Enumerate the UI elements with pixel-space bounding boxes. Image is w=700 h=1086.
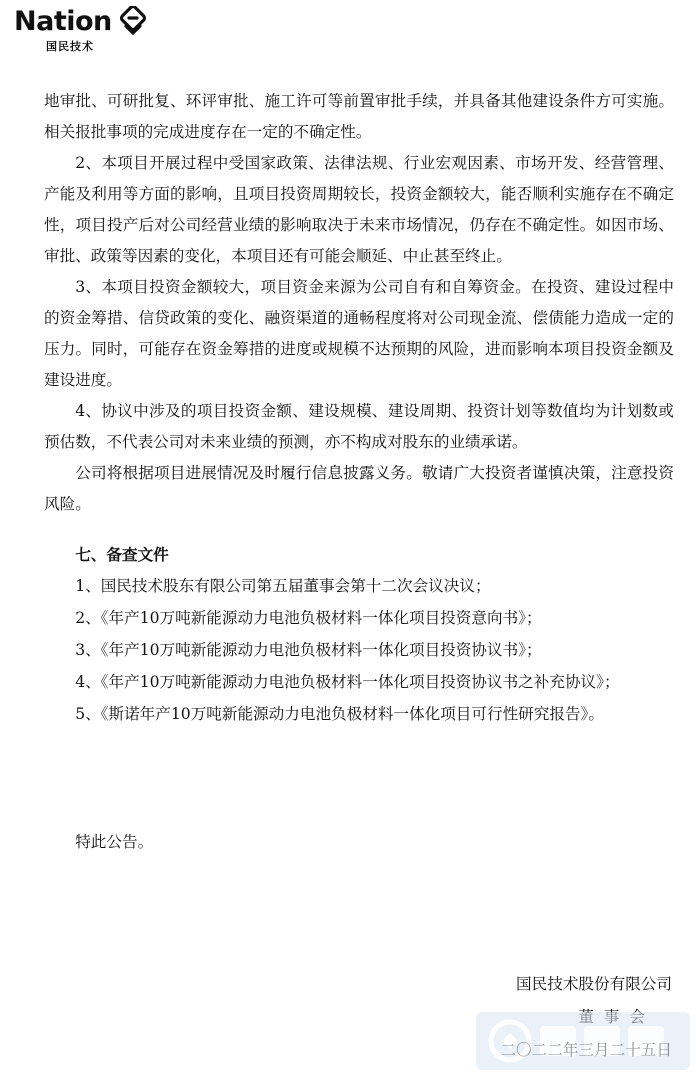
closing-statement: 特此公告。 [75, 833, 154, 851]
risk-paragraph-4: 4、协议中涉及的项目投资金额、建设规模、建设周期、投资计划等数值均为计划数或预估数，不代表公司对未来业绩的预测，亦不构成对股东的业绩承诺。 [44, 402, 674, 451]
risk-paragraph-2: 2、本项目开展过程中受国家政策、法律法规、行业宏观因素、市场开发、经营管理、产能及利用等方面的影响，且项目投资周期较长，投资金额较大，能否顺利实施存在不确定性，项目投产后对公司经营业绩的影响取决于未来市场情况，仍存在不确定性。如因市场、审批、政策等因素的变化，本项目还有可能会顺延、中止甚至终止。 [44, 154, 674, 265]
logo-text: Nation [14, 6, 112, 37]
risk-paragraph-3: 3、本项目投资金额较大，项目资金来源为公司自有和自筹资金。在投资、建设过程中的资金筹措、信贷政策的变化、融资渠道的通畅程度将对公司现金流、偿债能力造成一定的压力。同时，可能存在资金筹措的进度或规模不达预期的风险，进而影响本项目投资金额及建设进度。 [44, 278, 674, 389]
document-list-item: 5、《斯诺年产10万吨新能源动力电池负极材料一体化项目可行性研究报告》。 [75, 705, 604, 723]
document-list-item: 2、《年产10万吨新能源动力电池负极材料一体化项目投资意向书》； [75, 609, 542, 627]
document-body [44, 86, 674, 858]
notice-paragraph: 公司将根据项目进展情况及时履行信息披露义务。敬请广大投资者谨慎决策，注意投资风险。 [44, 464, 674, 513]
document-list-item: 3、《年产10万吨新能源动力电池负极材料一体化项目投资协议书》； [75, 641, 542, 659]
signature-company: 国民技术股份有限公司 [516, 975, 672, 993]
document-list-item: 1、国民技术股东有限公司第五届董事会第十二次会议决议； [75, 577, 491, 595]
logo-subtext: 国民技术 [46, 40, 94, 53]
watermark-logo-icon [476, 1010, 690, 1072]
page-header [0, 0, 700, 60]
s-knot-logo-icon [116, 6, 150, 40]
section-title: 七、备查文件 [75, 545, 169, 564]
document-list-item: 4、《年产10万吨新能源动力电池负极材料一体化项目投资协议书之补充协议》； [75, 673, 620, 691]
continued-paragraph: 地审批、可研批复、环评审批、施工许可等前置审批手续，并具备其他建设条件方可实施。相关报批事项的完成进度存在一定的不确定性。 [44, 92, 674, 141]
